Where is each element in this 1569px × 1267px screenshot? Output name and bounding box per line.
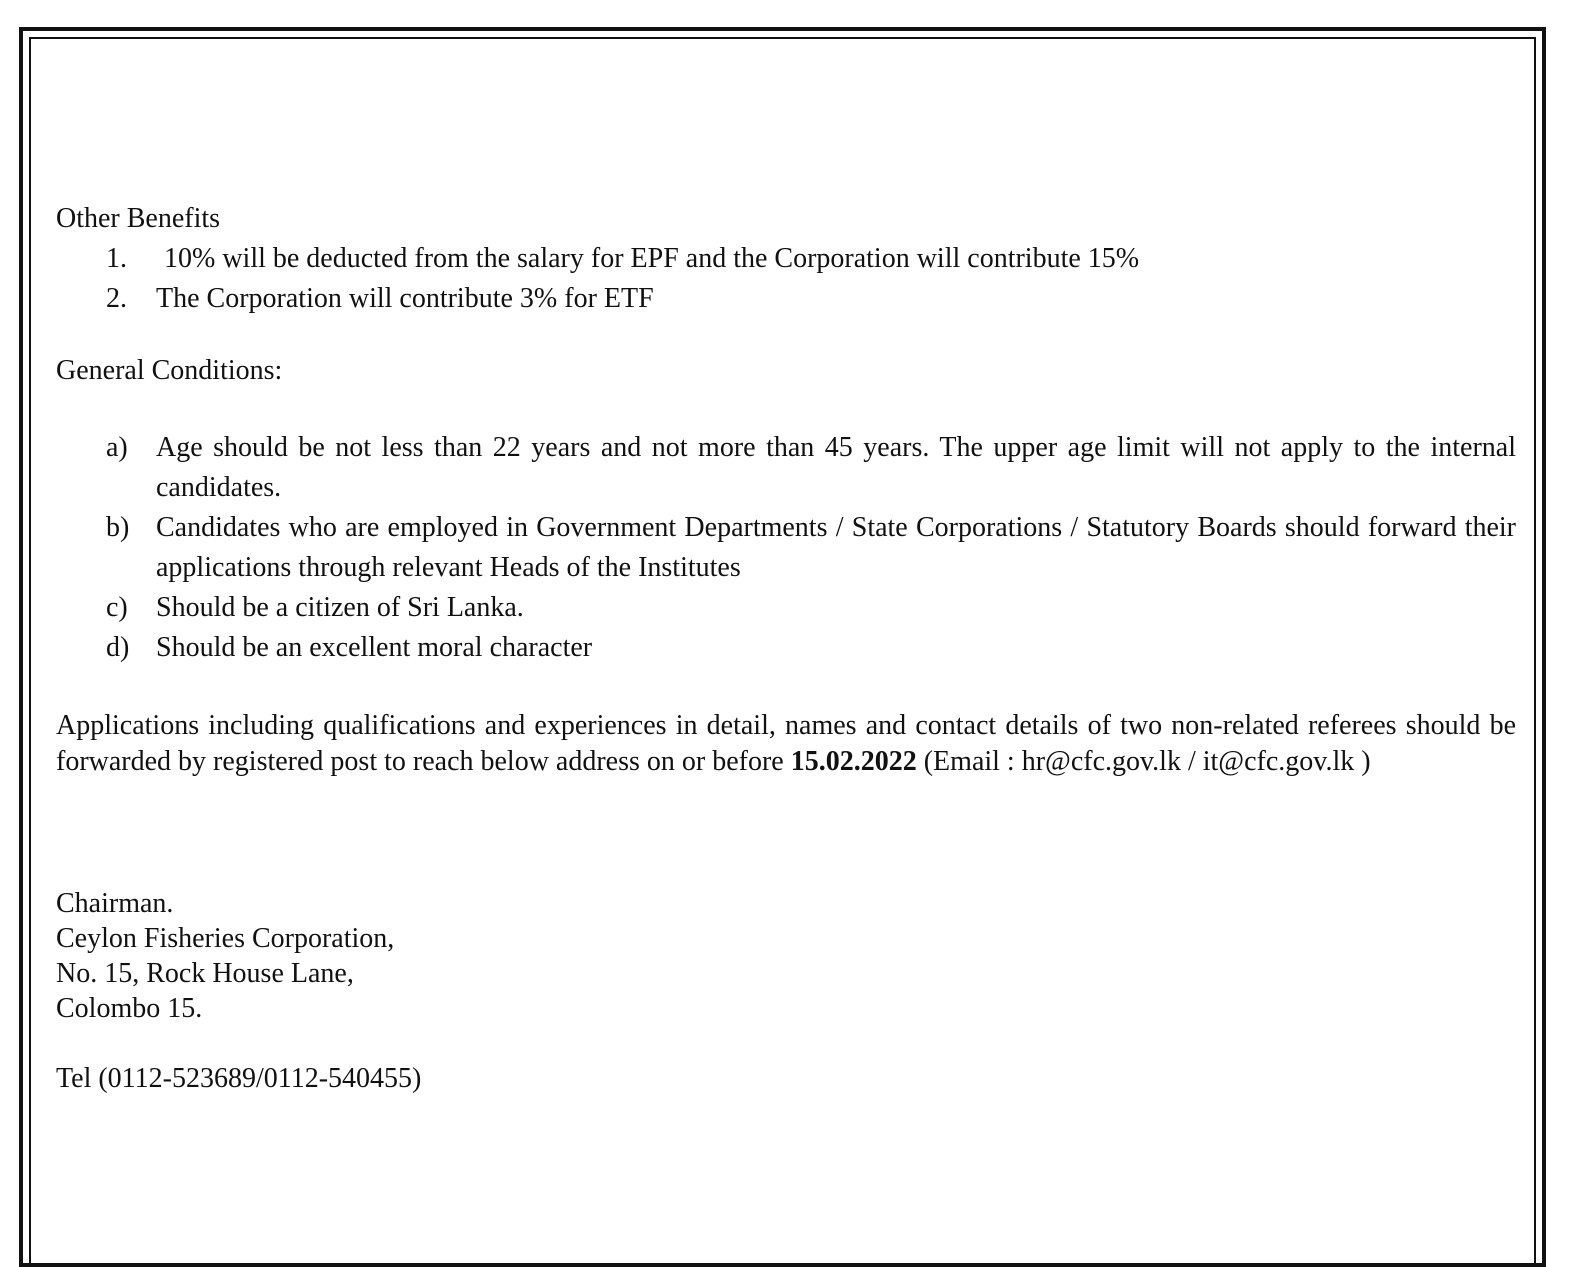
document-body bbox=[56, 200, 1516, 1098]
list-marker: b) bbox=[106, 512, 130, 543]
benefits-heading: Other Benefits bbox=[56, 203, 221, 234]
list-item bbox=[56, 628, 1516, 668]
conditions-heading: General Conditions: bbox=[56, 355, 283, 386]
benefits-list bbox=[56, 240, 1516, 318]
list-item-text: Should be an excellent moral character bbox=[156, 632, 593, 663]
list-marker: d) bbox=[106, 632, 130, 663]
list-item bbox=[56, 588, 1516, 628]
applications-text-before: Applications including qualifications and experiences in detail, names and contact details of two non-related referees should be forwarded by registered post to reach below address on or before bbox=[56, 710, 1516, 777]
applications-paragraph bbox=[56, 708, 1516, 780]
list-item bbox=[56, 508, 1516, 588]
address-line: Chairman. bbox=[56, 888, 174, 919]
list-item bbox=[56, 240, 1516, 278]
list-item-text: Age should be not less than 22 years and not more than 45 years. The upper age limit will not apply to the internal candidates. bbox=[156, 432, 1516, 503]
conditions-list bbox=[56, 428, 1516, 668]
list-marker: 1. bbox=[106, 243, 127, 274]
list-marker: c) bbox=[106, 592, 128, 623]
address-line: No. 15, Rock House Lane, bbox=[56, 958, 354, 989]
address-line: Ceylon Fisheries Corporation, bbox=[56, 923, 395, 954]
list-item-text: The Corporation will contribute 3% for ETF bbox=[156, 283, 654, 314]
list-item-text: 10% will be deducted from the salary for EPF and the Corporation will contribute 15% bbox=[164, 243, 1140, 274]
list-item bbox=[56, 280, 1516, 318]
address-line: Colombo 15. bbox=[56, 993, 203, 1024]
list-item-text: Candidates who are employed in Government Departments / State Corporations / Statutory Boards should forward their applications through relevant Heads of the Institutes bbox=[156, 512, 1516, 583]
list-item bbox=[56, 428, 1516, 508]
applications-text-after: (Email : hr@cfc.gov.lk / it@cfc.gov.lk ) bbox=[916, 746, 1371, 777]
telephone-line: Tel (0112-523689/0112-540455) bbox=[56, 1063, 422, 1094]
list-marker: a) bbox=[106, 432, 128, 463]
address-block bbox=[56, 886, 1516, 1026]
list-item-text: Should be a citizen of Sri Lanka. bbox=[156, 592, 524, 623]
deadline-date: 15.02.2022 bbox=[790, 746, 917, 777]
list-marker: 2. bbox=[106, 283, 127, 314]
